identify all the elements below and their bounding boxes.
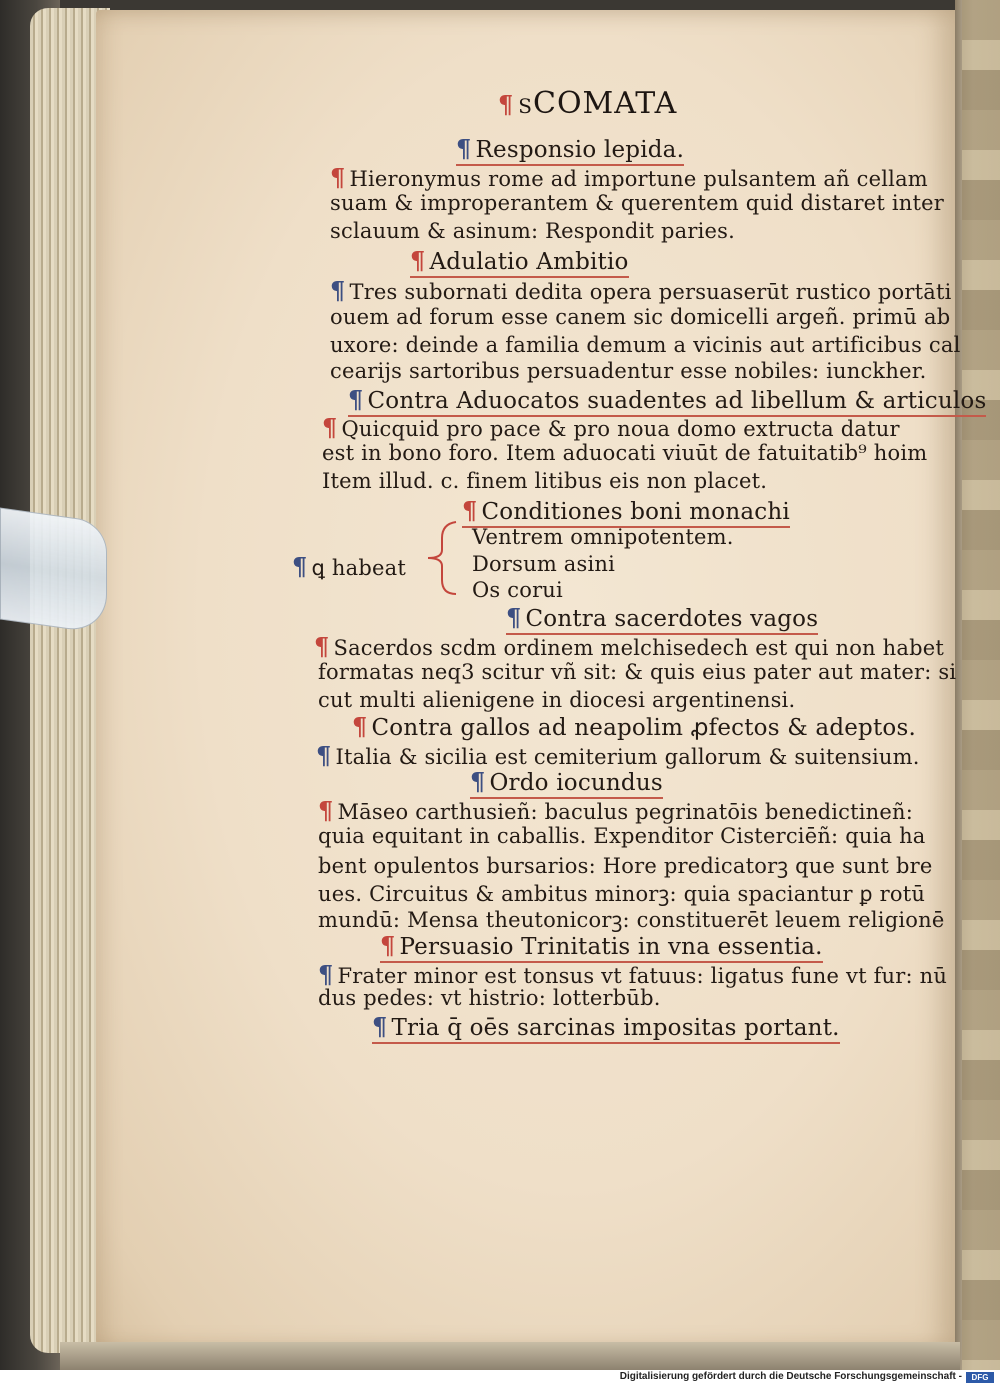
pilcrow-mark: ¶	[506, 603, 522, 632]
line-text: Frater minor est tonsus vt fatuus: ligatus fune vt fur: nū	[337, 964, 948, 988]
text-line	[330, 219, 735, 243]
title-text: COMATA	[532, 86, 678, 121]
heading-tria	[372, 1012, 840, 1044]
page-title	[498, 86, 677, 121]
text-line	[314, 632, 944, 661]
pilcrow-mark: ¶	[372, 1012, 388, 1041]
list-item	[472, 578, 563, 602]
line-text: ꝗ habeat	[311, 556, 406, 580]
text-line	[330, 359, 927, 383]
text-line	[330, 163, 928, 192]
line-text: Sacerdos scdm ordinem melchisedech est qui non habet	[333, 636, 945, 660]
text-line	[318, 660, 956, 684]
text-line	[318, 986, 661, 1010]
line-text: ues. Circuitus & ambitus minorꝫ: quia spaciantur ꝑ rotū	[318, 882, 926, 906]
text-line	[318, 824, 926, 848]
pilcrow-mark: ¶	[352, 712, 368, 741]
pilcrow-mark: ¶	[314, 632, 330, 661]
text-line	[322, 413, 900, 442]
text-line	[330, 305, 950, 329]
text-line	[330, 276, 952, 305]
line-text: dus pedes: vt histrio: lotterbūb.	[318, 986, 661, 1010]
text-line	[318, 688, 795, 712]
list-item	[472, 525, 734, 549]
line-text: bent opulentos bursarios: Hore predicatorꝫ que sunt bre	[318, 854, 933, 878]
pilcrow-mark: ¶	[470, 767, 486, 796]
heading-conditiones	[462, 496, 790, 528]
line-text: ouem ad forum esse canem sic domicelli argeñ. primū ab	[330, 305, 951, 329]
line-text: cut multi alienigene in diocesi argentinensi.	[318, 688, 796, 712]
line-text: formatas neq3 scitur vñ sit: & quis eius pater aut mater: si	[318, 660, 957, 684]
text-line	[316, 741, 920, 770]
heading-contra-sacerdotes	[506, 603, 818, 635]
line-text: Italia & sicilia est cemiterium gallorum & suitensium.	[335, 745, 920, 769]
line-text: cearijs sartoribus persuadentur esse nobiles: iunckher.	[330, 359, 927, 383]
line-text: uxore: deinde a familia demum a vicinis aut artificibus cal	[330, 333, 961, 357]
heading-text: Conditiones boni monachi	[481, 499, 790, 525]
text-line	[318, 796, 913, 825]
pilcrow-mark: ¶	[316, 741, 332, 770]
heading-text: Contra Aduocatos suadentes ad libellum & articulos	[367, 388, 987, 414]
line-text: Dorsum asini	[472, 552, 616, 576]
heading-responsio	[456, 134, 684, 166]
dfg-logo: DFG	[966, 1372, 994, 1383]
line-text: quia equitant in caballis. Expenditor Cisterciēñ: quia ha	[318, 824, 926, 848]
list-item	[472, 552, 615, 576]
line-text: suam & improperantem & querentem quid distaret inter	[330, 191, 944, 215]
brace-icon	[420, 520, 460, 596]
text-line	[322, 441, 927, 465]
pilcrow-mark: ¶	[498, 90, 515, 119]
line-text: Item illud. c. finem litibus eis non placet.	[322, 469, 768, 493]
text-line	[330, 333, 961, 357]
text-line	[318, 880, 925, 908]
title-mark: S	[518, 94, 533, 118]
heading-adulatio	[410, 246, 629, 278]
heading-text: Persuasio Trinitatis in vna essentia.	[399, 934, 823, 960]
line-text: Ventrem omnipotentem.	[472, 525, 734, 549]
pilcrow-mark: ¶	[330, 276, 346, 305]
heading-ordo	[470, 767, 663, 799]
pilcrow-mark: ¶	[318, 796, 334, 825]
line-text: Os corui	[472, 578, 563, 602]
text-line	[318, 960, 947, 989]
heading-text: Responsio lepida.	[475, 137, 685, 163]
pilcrow-mark: ¶	[456, 134, 472, 163]
pilcrow-mark: ¶	[380, 931, 396, 960]
footer-credit: Digitalisierung gefördert durch die Deutsche Forschungsgemeinschaft -	[619, 1371, 962, 1382]
pilcrow-mark: ¶	[292, 552, 308, 581]
pilcrow-mark: ¶	[330, 163, 346, 192]
text-line	[318, 852, 932, 880]
heading-text: Contra gallos ad neapolim ꝓfectos & adeptos.	[371, 715, 916, 741]
text-line	[322, 469, 767, 493]
line-text: est in bono foro. Item aduocati viuūt de fatuitatib⁹ hoim	[322, 441, 928, 465]
line-text: mundū: Mensa theutonicorꝫ: constituerēt leuem religionē	[318, 908, 945, 932]
heading-text: Tria q̄ oēs sarcinas impositas portant.	[391, 1015, 840, 1041]
heading-persuasio	[380, 931, 823, 963]
heading-text: Adulatio Ambitio	[429, 249, 629, 275]
line-text: Quicquid pro pace & pro noua domo extructa datur	[341, 417, 900, 441]
text-line	[318, 906, 944, 934]
line-text: Māseo carthusieñ: baculus pegrinatōis benedictineñ:	[337, 800, 913, 824]
list-label	[292, 552, 406, 581]
pilcrow-mark: ¶	[348, 385, 364, 414]
heading-contra-gallos	[352, 712, 916, 741]
heading-text: Contra sacerdotes vagos	[525, 606, 819, 632]
text-line	[330, 191, 944, 215]
pilcrow-mark: ¶	[318, 960, 334, 989]
heading-text: Ordo iocundus	[489, 770, 663, 796]
line-text: Tres subornati dedita opera persuaserūt rustico portāti	[349, 280, 952, 304]
line-text: Hieronymus rome ad importune pulsantem añ cellam	[349, 167, 928, 191]
pilcrow-mark: ¶	[322, 413, 338, 442]
pilcrow-mark: ¶	[410, 246, 426, 275]
line-text: sclauum & asinum: Respondit paries.	[330, 219, 736, 243]
pilcrow-mark: ¶	[462, 496, 478, 525]
